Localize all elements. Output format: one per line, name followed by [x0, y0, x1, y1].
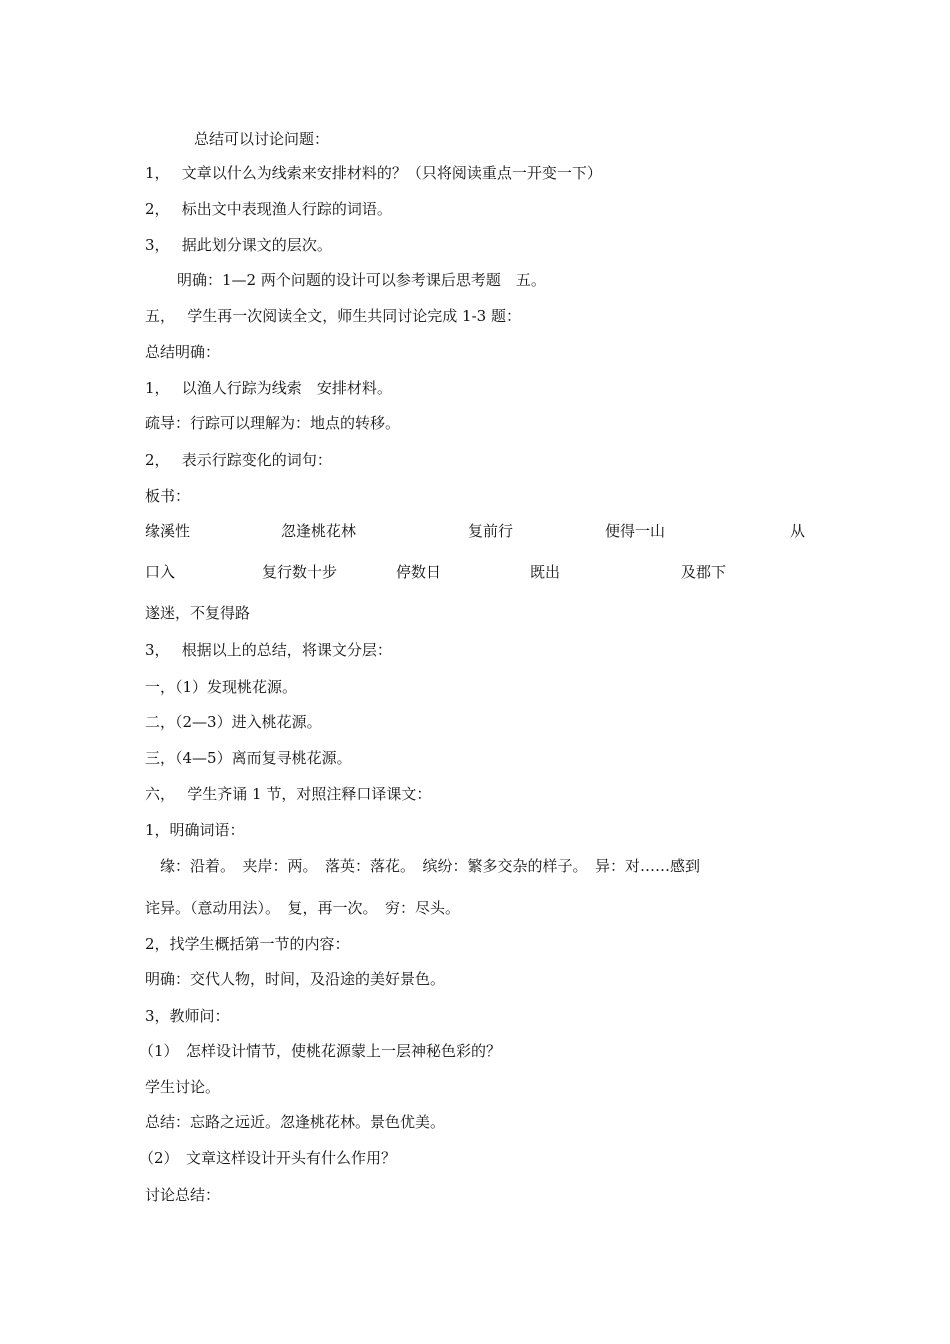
vocab-line-1: 缘：沿着。 夹岸：两。 落英：落花。 缤纷：繁多交杂的样子。 异：对……感到: [160, 857, 701, 875]
layer-2: 二，（2—3）进入桃花源。: [145, 713, 322, 731]
route-item: 口入: [145, 563, 176, 581]
route-ending: 遂迷，不复得路: [145, 604, 251, 622]
section-5-heading: 五， 学生再一次阅读全文，师生共同讨论完成 1-3 题：: [145, 307, 521, 325]
route-item: 缘溪性: [145, 522, 191, 540]
question-2: 2， 标出文中表现渔人行踪的词语。: [145, 200, 392, 218]
plot-summary: 总结：忘路之远近。忽逢桃花林。景色优美。: [145, 1113, 446, 1131]
summary-heading: 总结明确：: [145, 343, 221, 361]
route-item: 复行数十步: [262, 563, 338, 581]
student-discussion: 学生讨论。: [145, 1078, 221, 1096]
blackboard-label: 板书：: [145, 487, 191, 505]
summary-point-1: 1， 以渔人行踪为线索 安排材料。: [145, 379, 392, 397]
question-1: 1， 文章以什么为线索来安排材料的？（只将阅读重点一开变一下）: [145, 164, 602, 182]
route-item: 既出: [530, 563, 561, 581]
question-plot: （1） 怎样设计情节，使桃花源蒙上一层神秘色彩的？: [139, 1042, 502, 1060]
summary-point-3: 3， 根据以上的总结，将课文分层：: [145, 641, 392, 659]
vocab-heading: 1，明确词语：: [145, 821, 245, 839]
layer-3: 三，（4—5）离而复寻桃花源。: [145, 749, 352, 767]
vocab-line-2: 诧异。（意动用法）。 复，再一次。 穷：尽头。: [145, 899, 461, 917]
layer-1: 一，（1）发现桃花源。: [145, 678, 298, 696]
task-3: 3，教师问：: [145, 1007, 230, 1025]
route-item: 及郡下: [681, 563, 727, 581]
question-3: 3， 据此划分课文的层次。: [145, 236, 332, 254]
guidance-note: 疏导：行踪可以理解为：地点的转移。: [145, 414, 401, 432]
question-opening: （2） 文章这样设计开头有什么作用？: [139, 1149, 397, 1167]
route-item: 忽逢桃花林: [281, 522, 357, 540]
section-6-heading: 六， 学生齐诵 1 节，对照注释口译课文：: [145, 785, 432, 803]
summary-point-2: 2， 表示行踪变化的词句：: [145, 451, 332, 469]
task-2: 2，找学生概括第一节的内容：: [145, 935, 350, 953]
route-item: 从: [790, 522, 806, 540]
route-item: 停数日: [396, 563, 442, 581]
discussion-heading: 总结可以讨论问题：: [194, 130, 330, 148]
discussion-summary: 讨论总结：: [145, 1186, 221, 1204]
clarification-1: 明确：1—2 两个问题的设计可以参考课后思考题 五。: [177, 271, 546, 289]
task-2-answer: 明确：交代人物，时间，及沿途的美好景色。: [145, 970, 446, 988]
route-item: 便得一山: [605, 522, 666, 540]
route-item: 复前行: [468, 522, 514, 540]
